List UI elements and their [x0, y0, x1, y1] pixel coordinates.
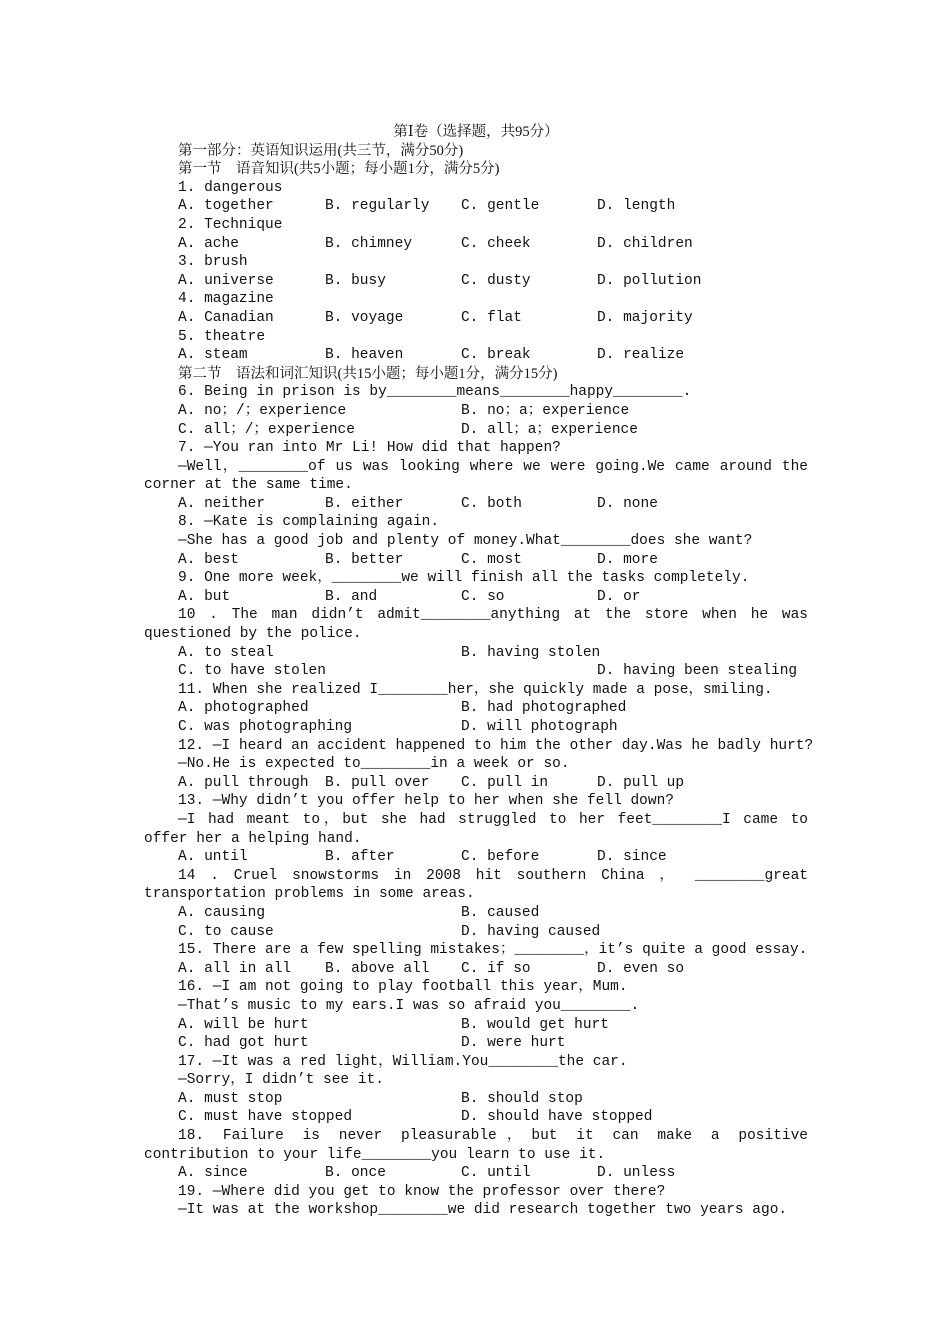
phonetics-question: 2. Technique: [178, 216, 283, 233]
option: A. together: [178, 198, 274, 215]
phonetics-question: 4. magazine: [178, 291, 274, 308]
option: C. all；/；experience: [178, 421, 355, 438]
options-row: [144, 346, 808, 365]
option: D. pollution: [597, 272, 702, 289]
question-15: 15. There are a few spelling mistakes；________，it’s quite a good essay.: [178, 942, 808, 959]
question-12-reply: —No.He is expected to________in a week or so.: [178, 756, 570, 773]
phonetics-question: 3. brush: [178, 254, 248, 271]
option: C. gentle: [461, 198, 540, 215]
option: B. after: [325, 849, 395, 866]
option: C. if so: [461, 960, 531, 977]
option: A. causing: [178, 904, 266, 921]
option: D. were hurt: [461, 1035, 566, 1052]
option: A. but: [178, 588, 231, 605]
option: D. none: [597, 495, 658, 512]
option: A. until: [178, 849, 248, 866]
question-13-reply: —I had meant to，but she had struggled to her feet________I came to offer her a helping hand.: [144, 811, 808, 847]
options-row: [144, 718, 808, 737]
phonetics-question: 5. theatre: [178, 328, 266, 345]
phonetics-questions: [144, 179, 808, 365]
option: B. regularly: [325, 198, 430, 215]
option: B. and: [325, 588, 378, 605]
page-title: 第Ⅰ卷（选择题，共95分）: [393, 124, 559, 140]
options-row: [144, 309, 808, 328]
options-row: [144, 904, 808, 923]
option: C. cheek: [461, 235, 531, 252]
option: A. no；/；experience: [178, 402, 347, 419]
option: A. photographed: [178, 700, 309, 717]
option: A. will be hurt: [178, 1016, 309, 1033]
question-9: 9. One more week，________we will finish all the tasks completely.: [178, 570, 750, 587]
option: C. so: [461, 588, 505, 605]
question-16-reply: —That’s music to my ears.I was so afraid you________.: [178, 997, 640, 1014]
option: B. caused: [461, 904, 540, 921]
option: C. both: [461, 495, 522, 512]
option: A. pull through: [178, 774, 309, 791]
option: C. dusty: [461, 272, 531, 289]
options-row: [144, 272, 808, 291]
question-6: 6. Being in prison is by________means________happy________.: [178, 384, 692, 401]
options-row: [144, 588, 808, 607]
exam-page: [144, 123, 814, 1220]
option: D. majority: [597, 309, 693, 326]
question-7-reply: —Well，________of us was looking where we were going.We came around the corner at the same time.: [144, 458, 808, 494]
options-row: [144, 699, 808, 718]
options-row: [144, 644, 808, 663]
option: C. pull in: [461, 774, 549, 791]
option: B. had photographed: [461, 700, 627, 717]
option: B. above all: [325, 960, 430, 977]
question-10: 10 . The man didn’t admit________anything at the store when he was questioned by the police.: [144, 607, 808, 643]
option: C. until: [461, 1165, 531, 1182]
section-heading-grammar: 第二节 语法和词汇知识(共15小题；每小题1分，满分15分): [178, 365, 558, 382]
option: D. or: [597, 588, 641, 605]
option: B. heaven: [325, 347, 404, 364]
option: D. unless: [597, 1165, 676, 1182]
option: A. steam: [178, 347, 248, 364]
part-heading: 第一部分：英语知识运用(共三节，满分50分): [178, 142, 464, 159]
question-11: 11. When she realized I________her，she quickly made a pose，smiling.: [178, 681, 773, 698]
option: A. ache: [178, 235, 239, 252]
options-row: [144, 960, 808, 979]
option: C. before: [461, 849, 540, 866]
option: C. was photographing: [178, 719, 353, 735]
option: A. Canadian: [178, 309, 274, 326]
options-row: [144, 1016, 808, 1035]
options-row: [144, 1164, 808, 1183]
option: A. must stop: [178, 1090, 283, 1107]
question-18: 18. Failure is never pleasurable，but it can make a positive contribution to your life________you learn to use it.: [144, 1128, 808, 1163]
option: D. more: [597, 551, 658, 568]
options-row: [144, 197, 808, 216]
question-13: 13. —Why didn’t you offer help to her when she fell down?: [178, 793, 674, 810]
option: D. realize: [597, 347, 685, 364]
options-row: [144, 1034, 808, 1053]
question-7: 7. —You ran into Mr Li! How did that happen?: [178, 440, 561, 457]
option: D. should have stopped: [461, 1109, 653, 1126]
option: D. will photograph: [461, 719, 618, 735]
option: C. flat: [461, 309, 522, 326]
option: B. voyage: [325, 309, 404, 326]
options-row: [144, 551, 808, 570]
option: D. since: [597, 849, 667, 866]
option: D. pull up: [597, 774, 685, 791]
option: C. must have stopped: [178, 1109, 353, 1126]
option: D. having been stealing: [597, 663, 798, 680]
option: C. most: [461, 551, 522, 568]
options-row: [144, 495, 808, 514]
option: C. break: [461, 347, 531, 364]
options-row: [144, 402, 808, 421]
options-row: [144, 1108, 808, 1127]
option: B. chimney: [325, 235, 413, 252]
options-row: [144, 1090, 808, 1109]
option: A. since: [178, 1165, 248, 1182]
option: C. to cause: [178, 923, 274, 940]
option: D. having caused: [461, 923, 601, 940]
question-8: 8. —Kate is complaining again.: [178, 514, 440, 531]
question-8-reply: —She has a good job and plenty of money.What________does she want?: [178, 533, 753, 550]
option: B. busy: [325, 272, 386, 289]
option: A. neither: [178, 495, 266, 512]
option: D. even so: [597, 960, 685, 977]
options-row: [144, 848, 808, 867]
options-row: [144, 235, 808, 254]
option: C. had got hurt: [178, 1035, 309, 1052]
question-17: 17. —It was a red light，William.You________the car.: [178, 1053, 628, 1070]
option: B. having stolen: [461, 644, 601, 661]
options-row: [144, 923, 808, 942]
option: A. universe: [178, 272, 274, 289]
options-row: [144, 421, 808, 440]
section-heading-phonetics: 第一节 语音知识(共5小题；每小题1分，满分5分): [178, 161, 500, 178]
option: B. would get hurt: [461, 1016, 609, 1033]
option: A. all in all: [178, 960, 292, 977]
option: D. all；a；experience: [461, 421, 638, 438]
question-19-reply: —It was at the workshop________we did research together two years ago.: [178, 1202, 788, 1219]
question-16: 16. —I am not going to play football this year，Mum.: [178, 979, 628, 996]
option: D. children: [597, 235, 693, 252]
option: A. best: [178, 551, 239, 568]
option: B. should stop: [461, 1090, 583, 1107]
option: B. either: [325, 495, 404, 512]
option: C. to have stolen: [178, 663, 326, 680]
option: A. to steal: [178, 644, 274, 661]
question-12: 12. —I heard an accident happened to him the other day.Was he badly hurt?: [178, 737, 814, 754]
option: B. no；a；experience: [461, 402, 630, 419]
question-17-reply: —Sorry，I didn’t see it.: [178, 1072, 384, 1089]
question-19: 19. —Where did you get to know the professor over there?: [178, 1183, 666, 1200]
option: D. length: [597, 198, 676, 215]
question-14: 14 . Cruel snowstorms in 2008 hit southern China ， ________great transportation problems in some areas.: [144, 867, 808, 903]
option: B. once: [325, 1165, 386, 1182]
option: B. pull over: [325, 774, 430, 791]
phonetics-question: 1. dangerous: [178, 179, 283, 196]
options-row: [144, 662, 808, 681]
options-row: [144, 774, 808, 793]
option: B. better: [325, 551, 404, 568]
